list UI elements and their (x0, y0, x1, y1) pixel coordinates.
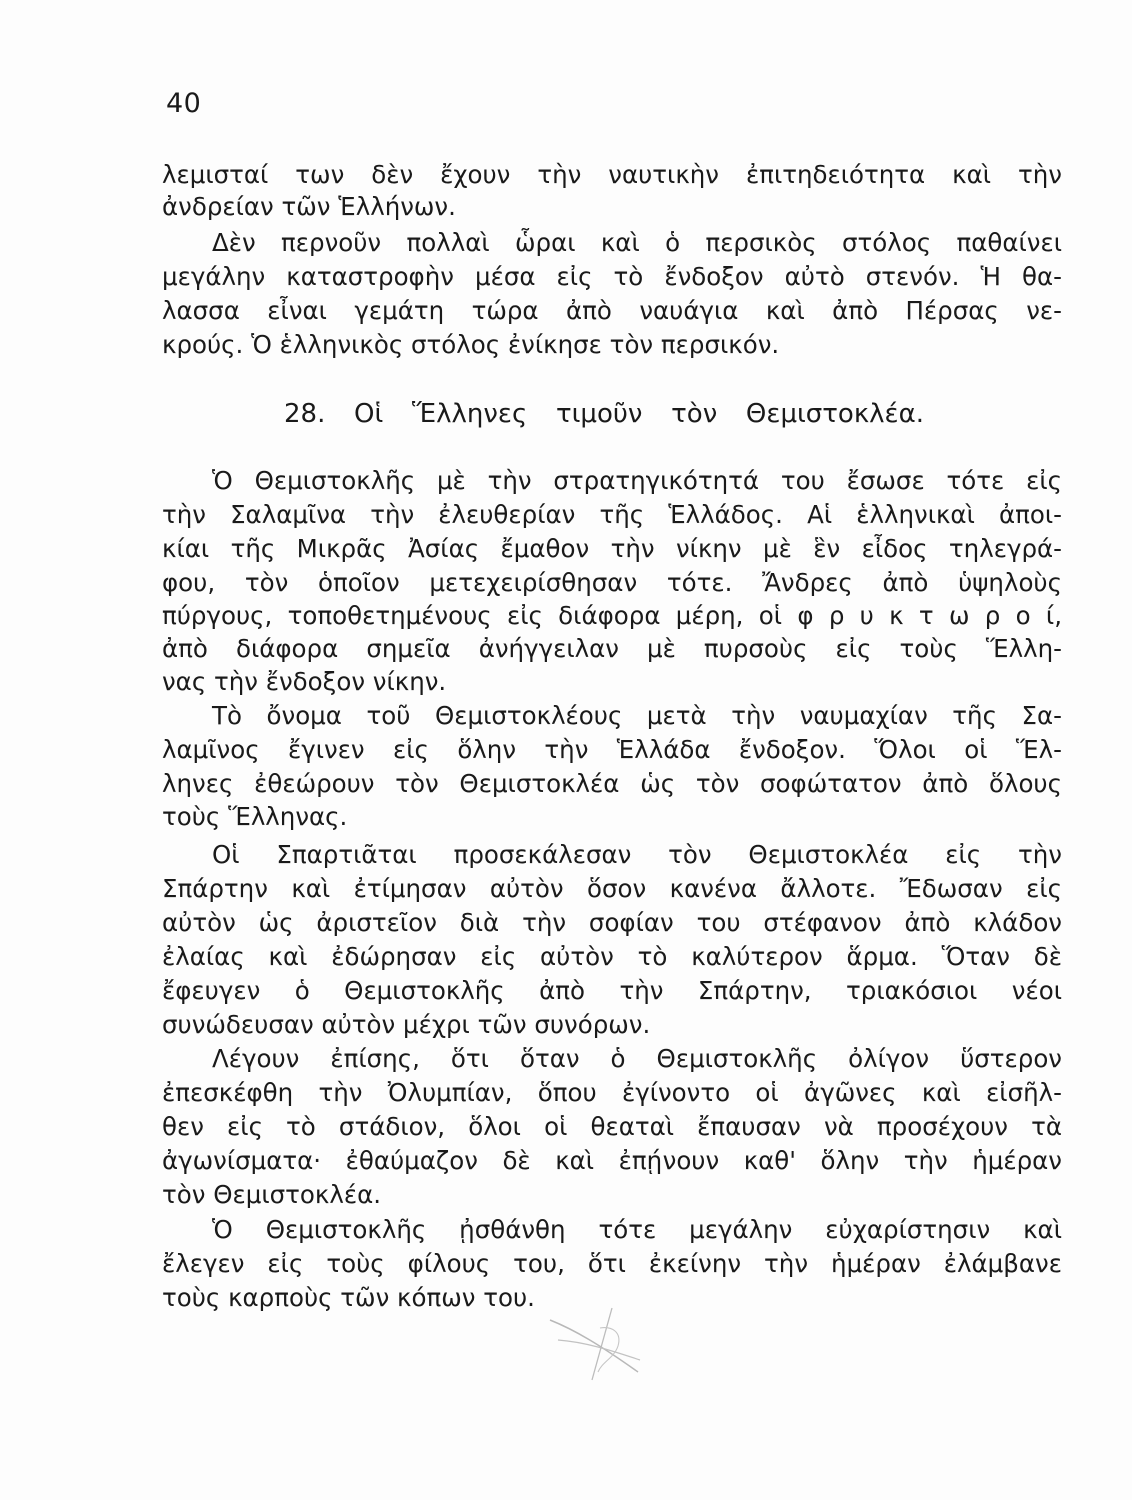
text-line: Δὲν περνοῦν πολλαὶ ὧραι καὶ ὁ περσικὸς στόλος παθαίνει (212, 228, 1062, 257)
text-line: τοὺς καρποὺς τῶν κόπων του. (162, 1283, 535, 1312)
text-line: Λέγουν ἐπίσης, ὅτι ὅταν ὁ Θεμιστοκλῆς ὀλίγον ὕστερον (212, 1044, 1062, 1073)
section-heading: 28. Οἱ Ἕλληνες τιμοῦν τὸν Θεμιστοκλέα. (284, 399, 924, 429)
text-line: Ὁ Θεμιστοκλῆς μὲ τὴν στρατηγικότητά του ἔσωσε τότε εἰς (212, 466, 1062, 495)
text-line: τὴν Σαλαμῖνα τὴν ἐλευθερίαν τῆς Ἑλλάδος. Αἱ ἑλληνικαὶ ἀποι- (162, 500, 1062, 529)
text-line: ἐλαίας καὶ ἐδώρησαν εἰς αὐτὸν τὸ καλύτερον ἅρμα. Ὅταν δὲ (162, 942, 1062, 971)
text-line: Τὸ ὄνομα τοῦ Θεμιστοκλέους μετὰ τὴν ναυμαχίαν τῆς Σα- (212, 701, 1062, 730)
text-line: λασσα εἶναι γεμάτη τώρα ἀπὸ ναυάγια καὶ ἀπὸ Πέρσας νε- (162, 296, 1062, 325)
text-line: φου, τὸν ὁποῖον μετεχειρίσθησαν τότε. Ἄνδρες ἀπὸ ὑψηλοὺς (162, 568, 1062, 597)
text-line: ἔλεγεν εἰς τοὺς φίλους του, ὅτι ἐκείνην τὴν ἡμέραν ἐλάμβανε (162, 1249, 1062, 1278)
text-line: Σπάρτην καὶ ἐτίμησαν αὐτὸν ὅσον κανένα ἄλλοτε. Ἔδωσαν εἰς (162, 874, 1062, 903)
text-line: ἀπὸ διάφορα σημεῖα ἀνήγγειλαν μὲ πυρσοὺς εἰς τοὺς Ἕλλη- (162, 634, 1062, 663)
text-line: Οἱ Σπαρτιᾶται προσεκάλεσαν τὸν Θεμιστοκλέα εἰς τὴν (212, 840, 1062, 869)
text-line: λεμισταί των δὲν ἔχουν τὴν ναυτικὴν ἐπιτηδειότητα καὶ τὴν (162, 160, 1062, 189)
text-line: κρούς. Ὁ ἑλληνικὸς στόλος ἐνίκησε τὸν περσικόν. (162, 330, 780, 359)
text-line: Ὁ Θεμιστοκλῆς ᾐσθάνθη τότε μεγάλην εὐχαρίστησιν καὶ (212, 1215, 1062, 1244)
text-line: μεγάλην καταστροφὴν μέσα εἰς τὸ ἔνδοξον αὐτὸ στενόν. Ἡ θα- (162, 262, 1062, 291)
text-line: συνώδευσαν αὐτὸν μέχρι τῶν συνόρων. (162, 1010, 651, 1039)
text-line: ληνες ἐθεώρουν τὸν Θεμιστοκλέα ὡς τὸν σοφώτατον ἀπὸ ὅλους (162, 769, 1062, 798)
text-line: ἀγωνίσματα· ἐθαύμαζον δὲ καὶ ἐπῄνουν καθ' ὅλην τὴν ἡμέραν (162, 1146, 1062, 1175)
text-line: ἔφευγεν ὁ Θεμιστοκλῆς ἀπὸ τὴν Σπάρτην, τριακόσιοι νέοι (162, 976, 1062, 1005)
text-line: θεν εἰς τὸ στάδιον, ὅλοι οἱ θεαταὶ ἔπαυσαν νὰ προσέχουν τὰ (162, 1112, 1062, 1141)
text-line: τοὺς Ἕλληνας. (162, 802, 348, 831)
text-line: νας τὴν ἔνδοξον νίκην. (162, 667, 447, 696)
page-number: 40 (166, 88, 202, 119)
text-line: πύργους, τοποθετημένους εἰς διάφορα μέρη, οἱ φ ρ υ κ τ ω ρ ο ί, (162, 601, 1062, 630)
text-line: λαμῖνος ἔγινεν εἰς ὅλην τὴν Ἑλλάδα ἔνδοξον. Ὅλοι οἱ Ἕλ- (162, 735, 1062, 764)
text-line: ἐπεσκέφθη τὴν Ὀλυμπίαν, ὅπου ἐγίνοντο οἱ ἀγῶνες καὶ εἰσῆλ- (162, 1078, 1062, 1107)
pencil-mark-icon (540, 1300, 650, 1390)
text-line: αὐτὸν ὡς ἀριστεῖον διὰ τὴν σοφίαν του στέφανον ἀπὸ κλάδον (162, 908, 1062, 937)
text-line: κίαι τῆς Μικρᾶς Ἀσίας ἔμαθον τὴν νίκην μὲ ἓν εἶδος τηλεγρά- (162, 534, 1062, 563)
text-line: ἀνδρείαν τῶν Ἑλλήνων. (162, 192, 456, 221)
text-line: τὸν Θεμιστοκλέα. (162, 1180, 382, 1209)
